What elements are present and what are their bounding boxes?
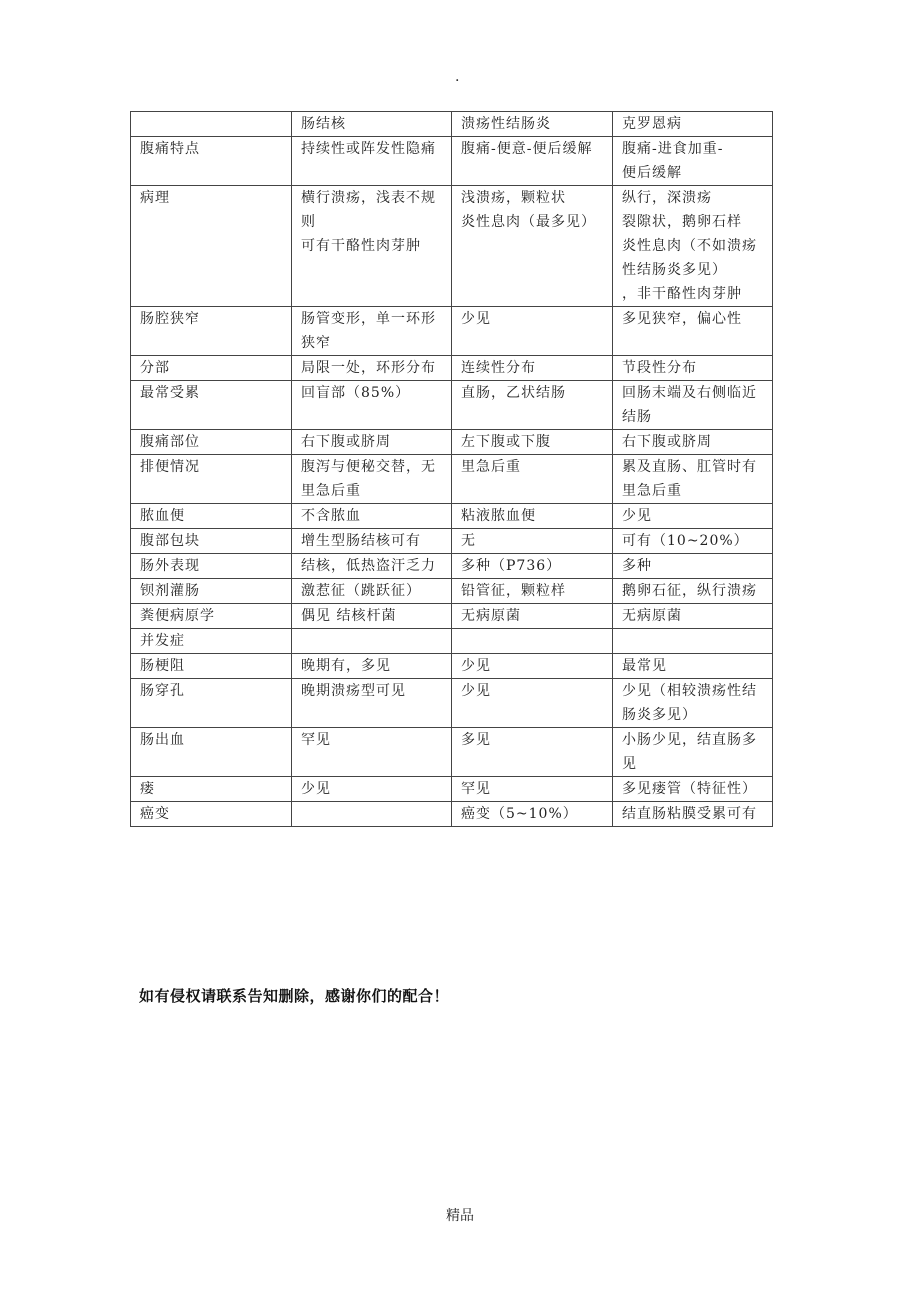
table-cell: 最常见 <box>613 654 773 679</box>
table-cell <box>292 629 452 654</box>
row-label: 肠梗阻 <box>131 654 292 679</box>
table-cell: 连续性分布 <box>452 356 613 381</box>
table-cell: 无 <box>452 529 613 554</box>
table-cell: 罕见 <box>292 728 452 777</box>
table-row <box>131 579 773 604</box>
row-label: 腹痛部位 <box>131 430 292 455</box>
table-row <box>131 629 773 654</box>
table-row <box>131 307 773 356</box>
table-cell: 持续性或阵发性隐痛 <box>292 137 452 186</box>
table-cell: 多见 <box>452 728 613 777</box>
table-cell: 晚期溃疡型可见 <box>292 679 452 728</box>
row-label: 病理 <box>131 186 292 307</box>
table-cell: 肠管变形，单一环形狭窄 <box>292 307 452 356</box>
table-cell: 无病原菌 <box>613 604 773 629</box>
table-cell: 少见 <box>452 679 613 728</box>
table-cell: 右下腹或脐周 <box>613 430 773 455</box>
header-cell-crohns: 克罗恩病 <box>613 112 773 137</box>
table-cell: 横行溃疡，浅表不规则 可有干酪性肉芽肿 <box>292 186 452 307</box>
table-cell: 腹痛-进食加重- 便后缓解 <box>613 137 773 186</box>
table-cell: 可有（10~20%） <box>613 529 773 554</box>
row-label: 瘘 <box>131 777 292 802</box>
table-cell: 局限一处，环形分布 <box>292 356 452 381</box>
table-row <box>131 455 773 504</box>
table-cell: 少见 <box>452 307 613 356</box>
table-row <box>131 554 773 579</box>
table-row <box>131 679 773 728</box>
table-row <box>131 802 773 827</box>
row-label: 脓血便 <box>131 504 292 529</box>
table-cell: 结直肠粘膜受累可有 <box>613 802 773 827</box>
header-cell-empty <box>131 112 292 137</box>
table-cell: 小肠少见，结直肠多见 <box>613 728 773 777</box>
row-label: 排便情况 <box>131 455 292 504</box>
table-cell <box>292 802 452 827</box>
table-cell: 浅溃疡，颗粒状 炎性息肉（最多见） <box>452 186 613 307</box>
table-row <box>131 381 773 430</box>
table-row <box>131 654 773 679</box>
header-mark: . <box>455 69 460 85</box>
table-cell: 少见 <box>613 504 773 529</box>
row-label: 并发症 <box>131 629 292 654</box>
table-cell: 少见 <box>292 777 452 802</box>
table-cell: 里急后重 <box>452 455 613 504</box>
table-row <box>131 728 773 777</box>
table-cell: 多见狭窄，偏心性 <box>613 307 773 356</box>
table-cell: 左下腹或下腹 <box>452 430 613 455</box>
table-cell: 粘液脓血便 <box>452 504 613 529</box>
table-cell: 少见（相较溃疡性结肠炎多见） <box>613 679 773 728</box>
table-cell: 结核，低热盗汗乏力 <box>292 554 452 579</box>
table-cell: 少见 <box>452 654 613 679</box>
table-cell: 激惹征（跳跃征） <box>292 579 452 604</box>
row-label: 最常受累 <box>131 381 292 430</box>
table-cell: 腹痛-便意-便后缓解 <box>452 137 613 186</box>
table-cell: 癌变（5~10%） <box>452 802 613 827</box>
row-label: 癌变 <box>131 802 292 827</box>
row-label: 肠外表现 <box>131 554 292 579</box>
table-cell: 累及直肠、肛管时有里急后重 <box>613 455 773 504</box>
row-label: 粪便病原学 <box>131 604 292 629</box>
table-cell: 不含脓血 <box>292 504 452 529</box>
copyright-notice: 如有侵权请联系告知删除，感谢你们的配合！ <box>139 987 450 1005</box>
comparison-table <box>130 111 773 827</box>
row-label: 肠穿孔 <box>131 679 292 728</box>
table-cell <box>613 629 773 654</box>
table-cell: 铅管征，颗粒样 <box>452 579 613 604</box>
table-cell <box>452 629 613 654</box>
table-row <box>131 137 773 186</box>
table-cell: 节段性分布 <box>613 356 773 381</box>
page-footer: 精品 <box>446 1208 474 1224</box>
table-row <box>131 604 773 629</box>
row-label: 肠出血 <box>131 728 292 777</box>
table-cell: 回盲部（85%） <box>292 381 452 430</box>
table-cell: 鹅卵石征，纵行溃疡 <box>613 579 773 604</box>
row-label: 腹部包块 <box>131 529 292 554</box>
row-label: 钡剂灌肠 <box>131 579 292 604</box>
table-row <box>131 777 773 802</box>
table-row <box>131 430 773 455</box>
table-row <box>131 356 773 381</box>
table-header-row <box>131 112 773 137</box>
header-cell-ulcerative-colitis: 溃疡性结肠炎 <box>452 112 613 137</box>
table-cell: 纵行，深溃疡 裂隙状，鹅卵石样 炎性息肉（不如溃疡性结肠炎多见） ，非干酪性肉芽肿 <box>613 186 773 307</box>
row-label: 肠腔狭窄 <box>131 307 292 356</box>
table-row <box>131 529 773 554</box>
header-cell-intestinal-tb: 肠结核 <box>292 112 452 137</box>
table-row <box>131 186 773 307</box>
table-cell: 无病原菌 <box>452 604 613 629</box>
table-cell: 罕见 <box>452 777 613 802</box>
table-cell: 右下腹或脐周 <box>292 430 452 455</box>
table-cell: 多见瘘管（特征性） <box>613 777 773 802</box>
row-label: 分部 <box>131 356 292 381</box>
row-label: 腹痛特点 <box>131 137 292 186</box>
table-row <box>131 504 773 529</box>
table-cell: 直肠，乙状结肠 <box>452 381 613 430</box>
table-cell: 多种 <box>613 554 773 579</box>
table-cell: 增生型肠结核可有 <box>292 529 452 554</box>
table-cell: 偶见 结核杆菌 <box>292 604 452 629</box>
table-cell: 多种（P736） <box>452 554 613 579</box>
table-cell: 晚期有，多见 <box>292 654 452 679</box>
table-cell: 腹泻与便秘交替，无里急后重 <box>292 455 452 504</box>
table-cell: 回肠末端及右侧临近结肠 <box>613 381 773 430</box>
